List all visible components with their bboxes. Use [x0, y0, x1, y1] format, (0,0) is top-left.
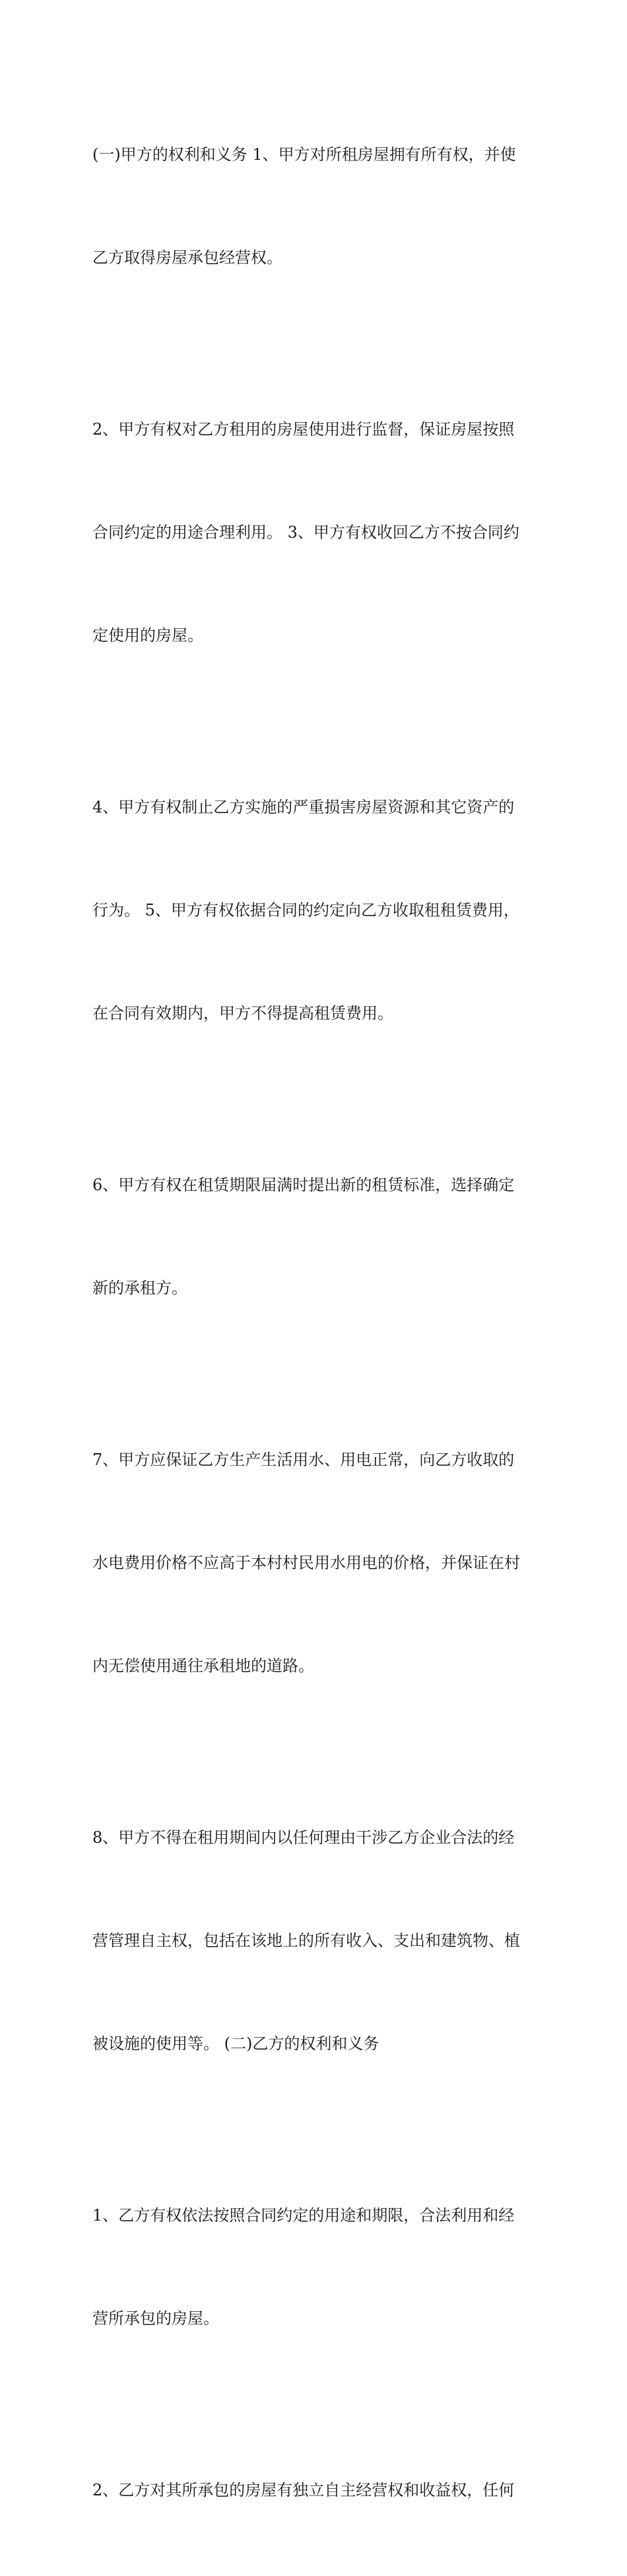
paragraph-party-a-rights-1	[92, 69, 541, 343]
text-line: (一)甲方的权利和义务 1、甲方对所租房屋拥有所有权，并使	[92, 145, 516, 164]
paragraph-party-a-rights-2-3	[92, 343, 541, 721]
text-line: 水电费用价格不应高于本村村民用水用电的价格，并保证在村	[92, 1554, 520, 1572]
paragraph-party-b-rights-1	[92, 2129, 541, 2404]
text-line: 新的承租方。	[92, 1279, 187, 1297]
text-line: 乙方取得房屋承包经营权。	[92, 248, 282, 267]
text-line: 6、甲方有权在租赁期限届满时提出新的租赁标准，选择确定	[92, 1176, 515, 1194]
paragraph-party-a-rights-8	[92, 1752, 541, 2129]
text-line: 营所承包的房屋。	[92, 2309, 219, 2328]
text-line: 2、乙方对其所承包的房屋有独立自主经营权和收益权，任何	[92, 2481, 515, 2499]
paragraph-party-b-rights-2	[92, 2404, 541, 2576]
paragraph-party-a-rights-7	[92, 1374, 541, 1752]
text-line: 合同约定的用途合理利用。 3、甲方有权收回乙方不按合同约	[92, 523, 519, 542]
text-line: 4、甲方有权制止乙方实施的严重损害房屋资源和其它资产的	[92, 798, 515, 816]
paragraph-party-a-rights-6	[92, 1099, 541, 1374]
text-line: 内无偿使用通往承租地的道路。	[92, 1657, 314, 1675]
text-line: 在合同有效期内，甲方不得提高租赁费用。	[92, 1004, 393, 1022]
document-body	[92, 69, 541, 2576]
text-line: 2、甲方有权对乙方租用的房屋使用进行监督，保证房屋按照	[92, 420, 515, 439]
text-line: 8、甲方不得在租用期间内以任何理由干涉乙方企业合法的经	[92, 1828, 515, 1847]
text-line: 被设施的使用等。 (二)乙方的权利和义务	[92, 2034, 380, 2053]
text-line: 1、乙方有权依法按照合同约定的用途和期限，合法利用和经	[92, 2206, 515, 2225]
text-line: 7、甲方应保证乙方生产生活用水、用电正常，向乙方收取的	[92, 1450, 515, 1469]
text-line: 定使用的房屋。	[92, 626, 203, 645]
text-line: 行为。 5、甲方有权依据合同的约定向乙方收取租租赁费用，	[92, 901, 519, 919]
paragraph-party-a-rights-4-5	[92, 721, 541, 1099]
text-line: 营管理自主权，包括在该地上的所有收入、支出和建筑物、植	[92, 1931, 520, 1950]
